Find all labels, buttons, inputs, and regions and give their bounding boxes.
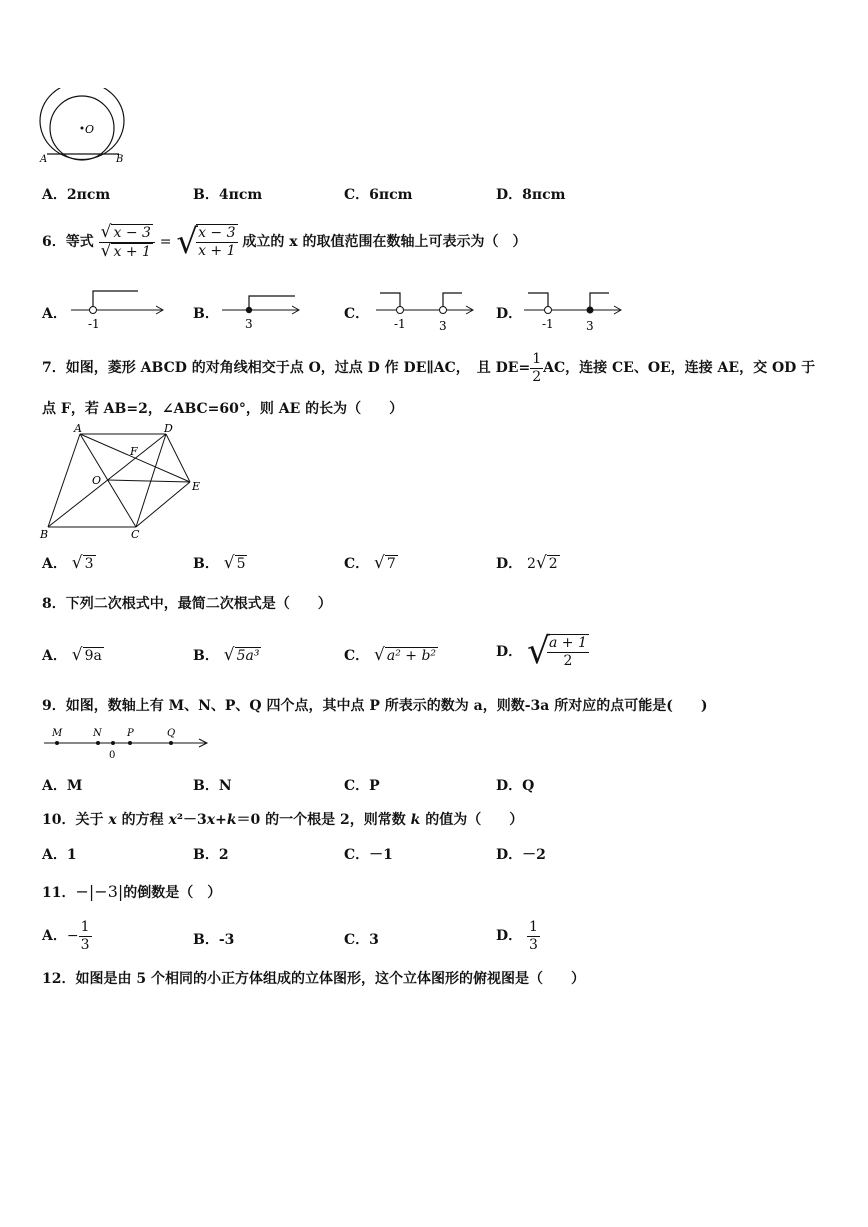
q6-tick-c1: -1 (394, 317, 406, 331)
option-letter: A． (42, 928, 67, 944)
q7-label-f: F (130, 445, 138, 458)
q10-option-a[interactable] (42, 844, 77, 864)
q8-d-num: a + 1 (548, 635, 587, 651)
q11-number: 11． (42, 885, 76, 901)
option-text: 2 (218, 847, 229, 863)
q6-tick-b: 3 (245, 317, 253, 331)
q6-left-den: x + 1 (113, 243, 151, 260)
q10-option-d[interactable] (496, 844, 546, 864)
q8-d-fraction (547, 634, 589, 670)
option-letter: B． (193, 778, 219, 794)
q10-eq-x2: x (206, 812, 216, 828)
q11-a-fraction (79, 919, 92, 954)
option-text: 8πcm (522, 187, 566, 203)
option-letter: B． (193, 187, 219, 203)
option-letter: B． (193, 847, 219, 863)
option-letter: B． (193, 932, 219, 948)
q11-d-fraction (527, 919, 540, 954)
q9-label-zero: 0 (109, 750, 116, 761)
q7-option-b[interactable] (193, 553, 247, 573)
fraction-den: 3 (80, 936, 90, 953)
q5-option-c[interactable] (344, 184, 412, 204)
q11-stem (42, 882, 221, 902)
q7-half-den: 2 (532, 368, 542, 385)
q6-tail: 成立的 x 的取值范围在数轴上可表示为（ ） (242, 234, 527, 250)
q7-stem-line2: 点 F，若 AB=2，∠ABC=60°，则 AE 的长为（ ） (42, 401, 404, 417)
q6-tick-d1: -1 (542, 317, 554, 331)
q10-option-b[interactable] (193, 844, 229, 864)
q7-option-c[interactable] (344, 553, 398, 573)
option-letter: A． (42, 648, 67, 664)
q9-label-n: N (93, 728, 102, 739)
option-sign: − (66, 928, 79, 944)
q10-option-c[interactable] (344, 844, 393, 864)
q11-option-c[interactable] (344, 929, 379, 949)
option-letter: C． (344, 556, 370, 572)
q6-equals: = (159, 234, 172, 250)
q6-tick-d2: 3 (586, 319, 594, 332)
option-letter: D． (496, 847, 523, 863)
option-text: 6πcm (369, 187, 413, 203)
q6-option-c[interactable]: C． (344, 306, 370, 322)
fraction-num: 1 (529, 918, 538, 935)
radicand: 7 (386, 556, 396, 572)
q7-stem-line1 (42, 348, 815, 388)
q6-right-den: x + 1 (198, 243, 236, 259)
q10-eq-sq: ² (176, 812, 183, 828)
q6-right-num: x − 3 (198, 225, 236, 241)
q10-stem-c: 的值为（ ） (425, 812, 524, 828)
q5-label-a: A (40, 154, 48, 165)
sqrt-sign: √ (374, 553, 385, 573)
option-letter: B． (193, 556, 219, 572)
q11-option-a[interactable] (42, 912, 92, 960)
radicand: 5 (236, 556, 246, 572)
q7-line1-b: AC，连接 CE、OE，连接 AE，交 OD 于 (543, 360, 816, 376)
option-text: －2 (522, 847, 546, 863)
q9-label-q: Q (167, 728, 176, 739)
option-letter: A． (42, 778, 67, 794)
option-letter: A． (42, 847, 67, 863)
q6-number: 6． (42, 234, 66, 250)
q7-half-num: 1 (532, 350, 542, 367)
option-text: P (369, 778, 380, 794)
q6-left-fraction: $\frac{√ x - 3}{√ x + 1}$ (99, 224, 155, 261)
q6-left-num: x − 3 (113, 224, 151, 241)
q5-option-a[interactable] (42, 184, 110, 204)
q8-option-c[interactable] (344, 645, 438, 665)
option-text: 2πcm (66, 187, 111, 203)
q7-option-a[interactable] (42, 553, 96, 573)
option-letter: C． (344, 778, 370, 794)
q8-d-den: 2 (563, 653, 573, 669)
q7-line1-a: 7．如图，菱形 ABCD 的对角线相交于点 O，过点 D 作 DE∥AC， 且 DE= (42, 360, 531, 376)
radicand: 9a (84, 648, 102, 664)
option-letter: B． (193, 648, 219, 664)
sqrt-sign: √ (71, 553, 83, 573)
option-letter: A． (42, 556, 67, 572)
q11-tail: 的倒数是（ ） (123, 885, 222, 901)
q7-option-d[interactable] (496, 553, 560, 573)
q10-stem-a: 10．关于 (42, 812, 104, 828)
sqrt-sign: √ (223, 645, 235, 665)
q9-label-m: M (52, 728, 63, 739)
q10-eq-rest1: －3 (182, 812, 207, 828)
radicand: 3 (84, 556, 94, 572)
q10-stem-b: 的方程 (121, 812, 164, 828)
sqrt-sign: √ (223, 553, 235, 573)
q8-option-d[interactable] (496, 628, 589, 676)
option-text: N (218, 778, 232, 794)
option-letter: D． (496, 778, 523, 794)
q9-option-c[interactable] (344, 775, 380, 795)
q6-tick-a: -1 (88, 317, 100, 331)
q7-label-c: C (131, 528, 140, 540)
q7-label-b: B (40, 528, 49, 540)
q6-numberline-a (66, 288, 176, 332)
q6-lead: 等式 (65, 234, 94, 250)
q7-label-d: D (164, 422, 173, 435)
q10-var-x: x (108, 812, 117, 828)
q8-option-b[interactable] (193, 645, 261, 665)
q9-stem: 9．如图，数轴上有 M、N、P、Q 四个点，其中点 P 所表示的数为 a，则数-3a 所对应的点可能是( ) (42, 698, 708, 714)
q5-option-b[interactable] (193, 184, 262, 204)
q10-var-k: k (410, 812, 421, 828)
q7-half-fraction (530, 351, 543, 386)
q6-stem: 6．等式 $\frac{√ x - 3}{√ x + 1}$ = √ $\frac{x - 3}{x + 1}$ 成立的 x 的取值范围在数轴上可表示为（ ） (42, 221, 527, 262)
q6-option-b[interactable]: B． (193, 306, 219, 322)
option-letter: C． (344, 187, 370, 203)
q9-option-a[interactable] (42, 775, 82, 795)
q5-option-d[interactable] (496, 184, 565, 204)
q6-option-d[interactable]: D． (496, 306, 523, 322)
q5-circle-figure (36, 88, 132, 168)
sqrt-sign: √ (374, 645, 385, 665)
option-letter: D． (496, 556, 523, 572)
q7-rhombus-figure (38, 422, 208, 540)
q6-option-a[interactable]: A． (42, 306, 67, 322)
q10-eq-plus: + (215, 812, 227, 828)
sqrt-sign: √ (535, 553, 547, 573)
q11-option-d[interactable] (496, 912, 540, 960)
q11-option-b[interactable] (193, 929, 234, 949)
sqrt-sign: √ (71, 645, 83, 665)
option-text: 1 (66, 847, 77, 863)
q8-stem: 8．下列二次根式中，最简二次根式是（ ） (42, 596, 332, 612)
option-text: 4πcm (218, 187, 263, 203)
q10-eq-x: x (168, 812, 177, 828)
q11-expr: −|−3| (75, 882, 124, 901)
option-text: －1 (369, 847, 393, 863)
q10-eq-k: k (226, 812, 237, 828)
q9-label-p: P (127, 728, 134, 739)
q6-tick-c2: 3 (439, 319, 447, 332)
option-text: -3 (218, 932, 235, 948)
q5-label-o: O (85, 123, 95, 136)
option-letter: D． (496, 644, 523, 660)
q10-stem (42, 809, 523, 829)
fraction-num: 1 (80, 918, 90, 935)
option-letter: C． (344, 932, 370, 948)
q6-numberline-c (372, 288, 482, 332)
radicand: a² + b² (386, 648, 437, 664)
q5-label-b: B (116, 154, 124, 165)
sqrt-sign: √ (527, 631, 550, 672)
radicand: 2 (548, 556, 558, 572)
q6-numberline-b (218, 288, 308, 332)
option-letter: A． (42, 187, 67, 203)
fraction-den: 3 (529, 936, 538, 953)
q9-option-d[interactable] (496, 775, 534, 795)
q10-eq-rest2: ＝0 的一个根是 2，则常数 (236, 812, 406, 828)
q12-stem: 12．如图是由 5 个相同的小正方体组成的立体图形，这个立体图形的俯视图是（ ） (42, 971, 585, 987)
option-letter: D． (496, 928, 523, 944)
option-text: Q (522, 778, 535, 794)
q8-option-a[interactable] (42, 645, 104, 665)
q9-numberline (42, 724, 214, 764)
q9-option-b[interactable] (193, 775, 232, 795)
q7-label-a: A (74, 422, 82, 435)
option-text: 3 (369, 932, 379, 948)
q7-label-o: O (92, 474, 102, 487)
q6-right-fraction (196, 224, 237, 260)
q7-label-e: E (192, 480, 201, 493)
q6-numberline-d (520, 288, 630, 332)
coefficient: 2 (527, 556, 536, 572)
option-letter: D． (496, 187, 523, 203)
option-letter: C． (344, 648, 370, 664)
option-letter: C． (344, 847, 370, 863)
option-text: M (66, 778, 83, 794)
radicand: 5a³ (236, 648, 260, 664)
